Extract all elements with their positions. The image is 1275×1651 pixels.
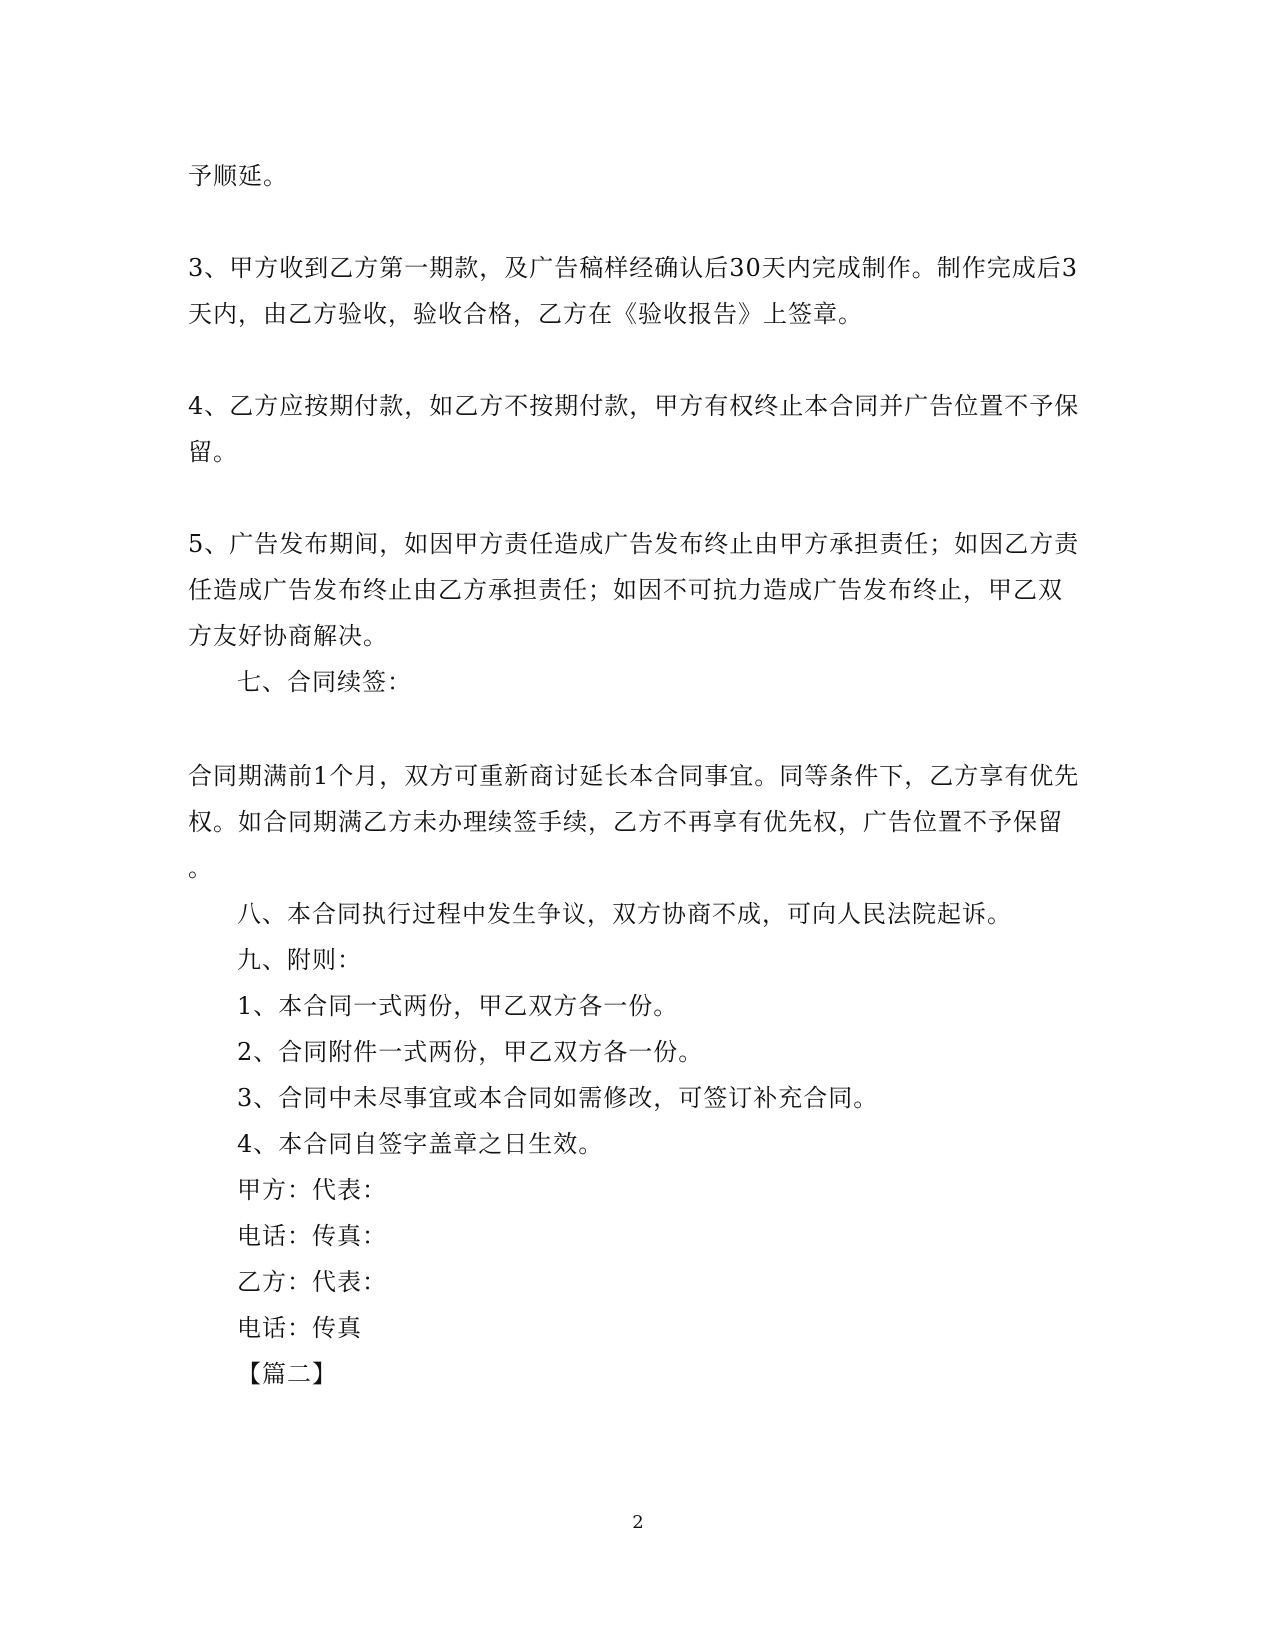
appendix-item-4: 4、本合同自签字盖章之日生效。 — [237, 1130, 604, 1158]
contact-party-a: 电话：传真： — [237, 1222, 387, 1250]
section-heading-renewal: 七、合同续签： — [237, 668, 412, 696]
section-heading-dispute: 八、本合同执行过程中发生争议，双方协商不成，可向人民法院起诉。 — [237, 900, 1012, 928]
text-line-renewal-end: 。 — [188, 854, 213, 882]
appendix-item-3: 3、合同中未尽事宜或本合同如需修改，可签订补充合同。 — [237, 1084, 879, 1112]
appendix-item-2: 2、合同附件一式两份，甲乙双方各一份。 — [237, 1038, 704, 1066]
text-line-clause-5-cont: 任造成广告发布终止由乙方承担责任；如因不可抗力造成广告发布终止，甲乙双 — [188, 576, 1063, 604]
text-line-clause-3: 3、甲方收到乙方第一期款，及广告稿样经确认后30天内完成制作。制作完成后3 — [188, 254, 1079, 282]
text-line-continuation: 予顺延。 — [188, 162, 288, 190]
contact-party-b: 电话：传真 — [237, 1314, 362, 1342]
text-line-renewal: 合同期满前1个月，双方可重新商讨延长本合同事宜。同等条件下，乙方享有优先 — [188, 762, 1080, 790]
text-line-clause-3-cont: 天内，由乙方验收，验收合格，乙方在《验收报告》上签章。 — [188, 300, 863, 328]
text-line-clause-4-cont: 留。 — [188, 438, 238, 466]
page-number: 2 — [632, 1512, 644, 1533]
section-heading-part-two: 【篇二】 — [237, 1360, 337, 1388]
signature-party-a: 甲方：代表： — [237, 1176, 387, 1204]
appendix-item-1: 1、本合同一式两份，甲乙双方各一份。 — [237, 992, 679, 1020]
text-line-clause-5: 5、广告发布期间，如因甲方责任造成广告发布终止由甲方承担责任；如因乙方责 — [188, 530, 1080, 558]
text-line-clause-5-end: 方友好协商解决。 — [188, 622, 388, 650]
section-heading-appendix: 九、附则： — [237, 946, 362, 974]
text-line-clause-4: 4、乙方应按期付款，如乙方不按期付款，甲方有权终止本合同并广告位置不予保 — [188, 392, 1080, 420]
signature-party-b: 乙方：代表： — [237, 1268, 387, 1296]
text-line-renewal-cont: 权。如合同期满乙方未办理续签手续，乙方不再享有优先权，广告位置不予保留 — [188, 808, 1063, 836]
